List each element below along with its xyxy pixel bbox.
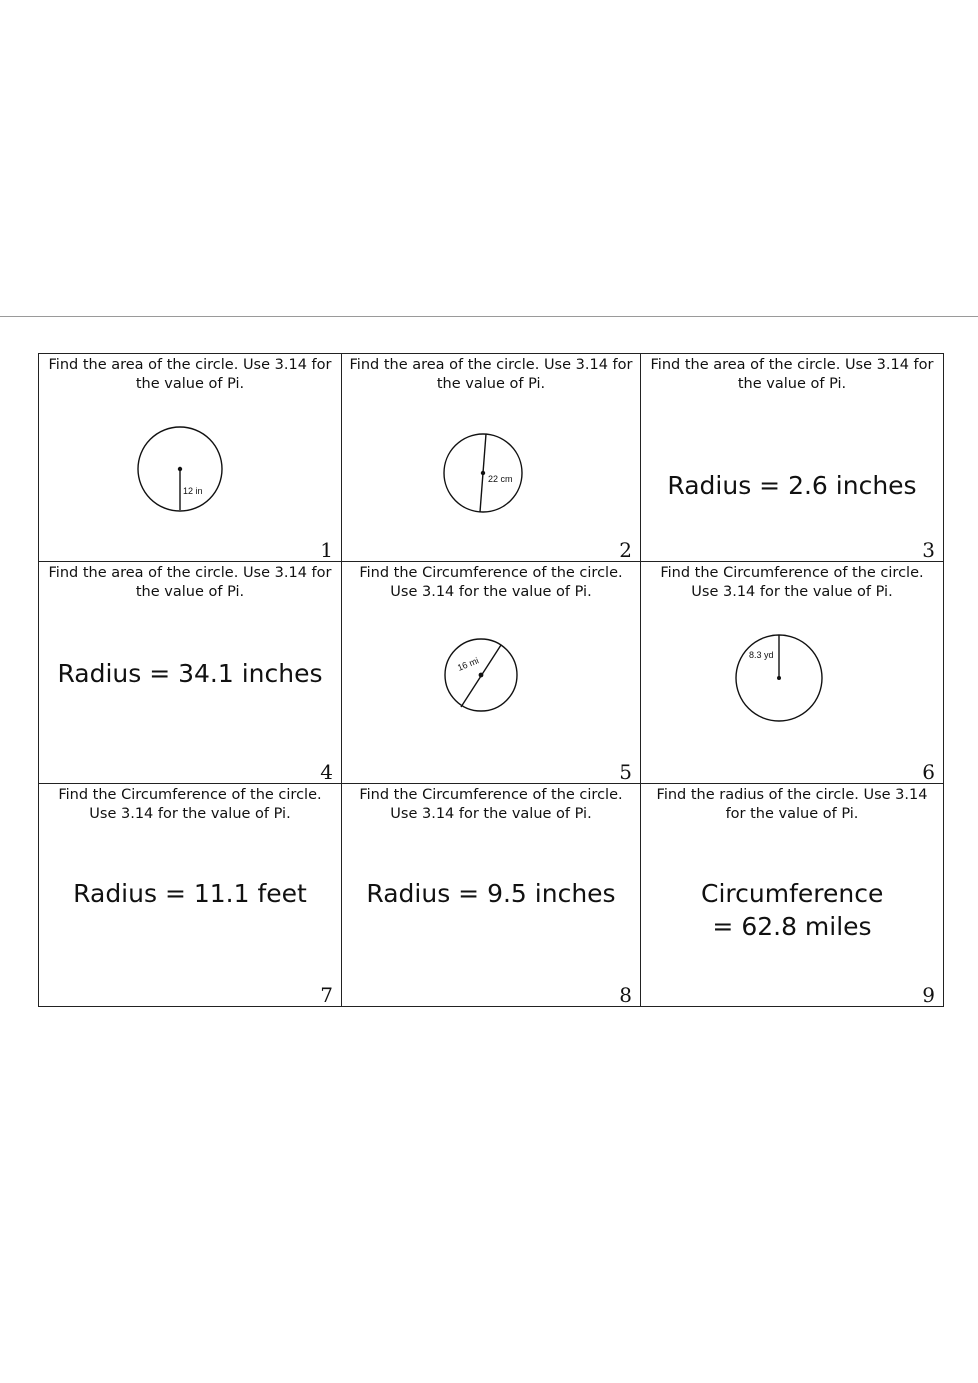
task-card-7 (39, 784, 342, 1006)
given-measure: Radius = 11.1 feet (73, 879, 307, 908)
circle-radius-figure (132, 424, 232, 514)
task-card-3 (641, 354, 943, 562)
given-measure: Circumference = 62.8 miles (701, 879, 884, 941)
task-card-grid (38, 353, 944, 1007)
task-card-2 (342, 354, 641, 562)
circle-diameter-figure (443, 637, 523, 717)
given-measure: Radius = 34.1 inches (57, 659, 323, 688)
card-number: 7 (320, 983, 333, 1007)
page-divider-line (0, 316, 978, 317)
card-number: 3 (922, 538, 935, 562)
card-number: 1 (320, 538, 333, 562)
card-number: 2 (619, 538, 632, 562)
card-prompt: Find the radius of the circle. Use 3.14 for the value of Pi. (656, 787, 928, 822)
card-prompt: Find the Circumference of the circle. Use 3.14 for the value of Pi. (660, 565, 924, 600)
figure-label: 16 mi (456, 655, 481, 673)
card-number: 5 (619, 760, 632, 784)
card-prompt: Find the area of the circle. Use 3.14 for the value of Pi. (349, 357, 633, 392)
task-card-5 (342, 562, 641, 784)
given-measure: Radius = 9.5 inches (366, 879, 616, 908)
card-prompt: Find the area of the circle. Use 3.14 for the value of Pi. (48, 565, 332, 600)
task-card-8 (342, 784, 641, 1006)
card-number: 9 (922, 983, 935, 1007)
card-prompt: Find the Circumference of the circle. Use 3.14 for the value of Pi. (58, 787, 322, 822)
card-prompt: Find the Circumference of the circle. Use 3.14 for the value of Pi. (359, 787, 623, 822)
card-number: 6 (922, 760, 935, 784)
given-measure: Radius = 2.6 inches (667, 471, 917, 500)
task-card-4 (39, 562, 342, 784)
task-card-6 (641, 562, 943, 784)
circle-radius-figure (733, 632, 827, 726)
card-prompt: Find the area of the circle. Use 3.14 for the value of Pi. (650, 357, 934, 392)
circle-diameter-figure (440, 430, 530, 520)
figure-label: 22 cm (488, 474, 513, 484)
task-card-1 (39, 354, 342, 562)
figure-label: 12 in (183, 486, 203, 496)
card-prompt: Find the area of the circle. Use 3.14 for the value of Pi. (48, 357, 332, 392)
card-prompt: Find the Circumference of the circle. Use 3.14 for the value of Pi. (359, 565, 623, 600)
card-number: 8 (619, 983, 632, 1007)
task-card-9 (641, 784, 943, 1006)
card-number: 4 (320, 760, 333, 784)
figure-label: 8.3 yd (749, 650, 774, 660)
